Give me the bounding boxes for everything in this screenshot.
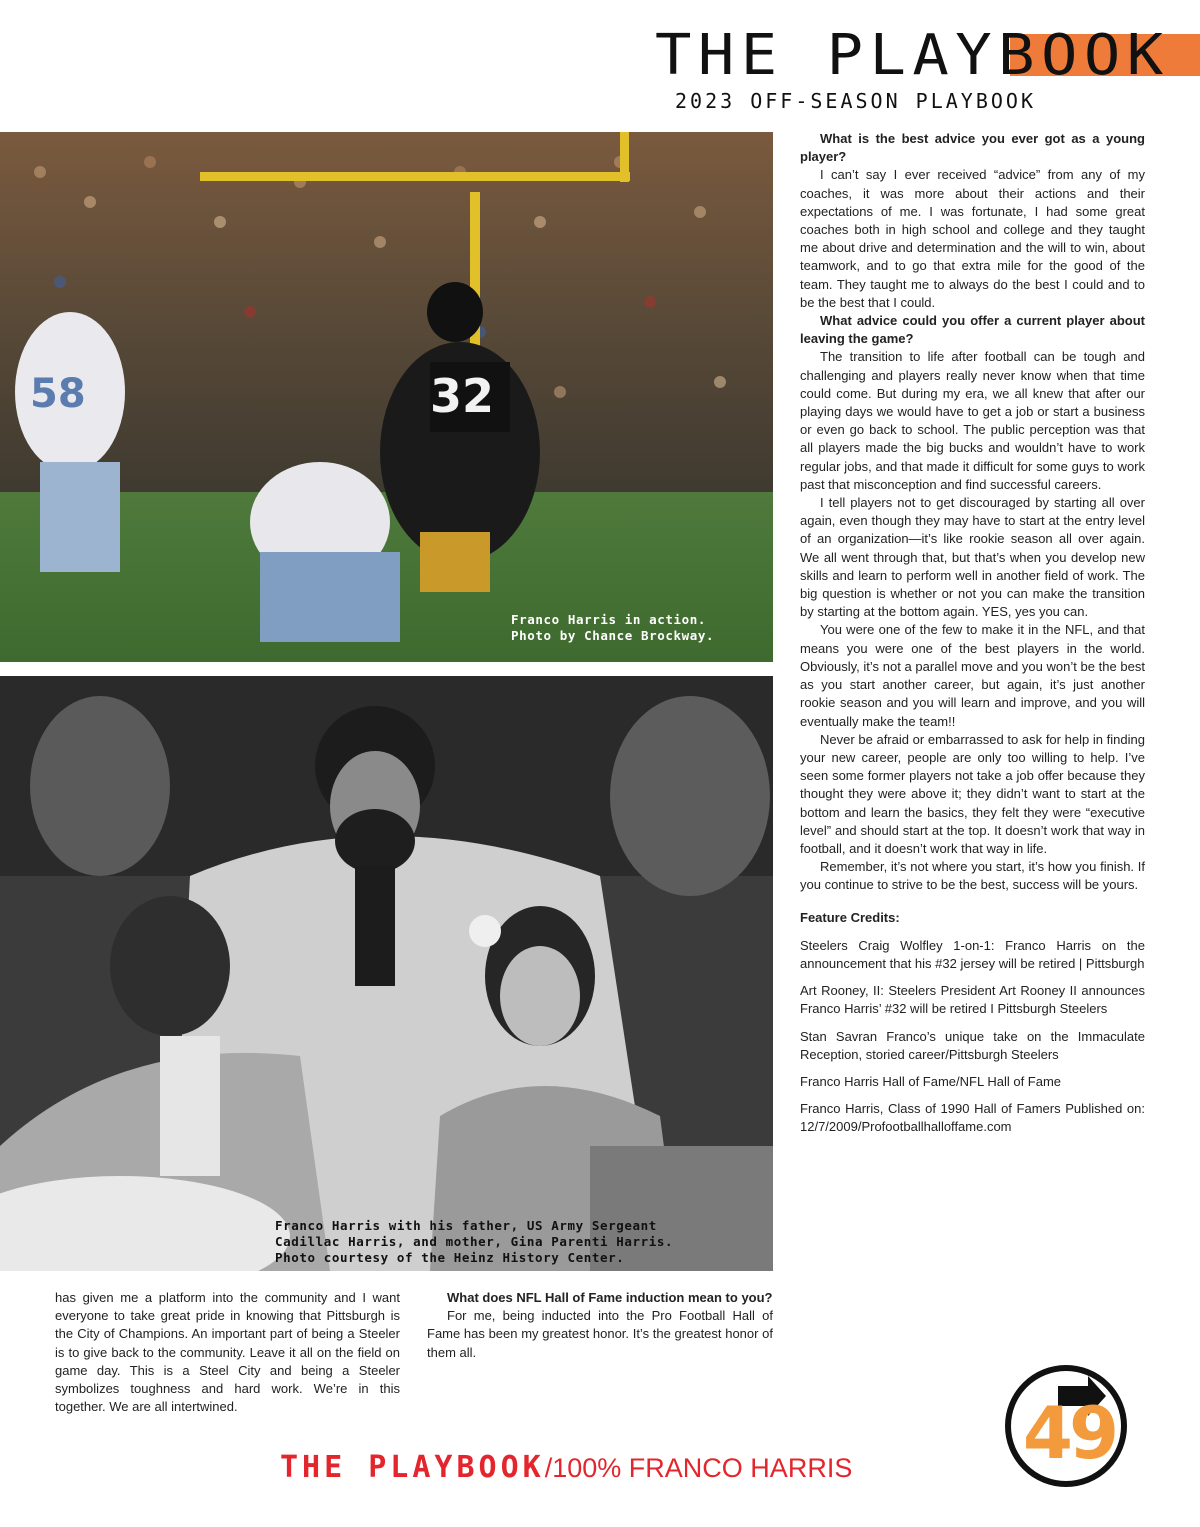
action-photo-caption — [511, 612, 771, 644]
credit-item: Stan Savran Franco’s unique take on the Immaculate Reception, storied career/Pittsburgh Steelers — [800, 1028, 1145, 1062]
answer-leaving-game-p3: You were one of the few to make it in the NFL, and that means you were one of the best players in the world. Obviously, it’s not a parallel move and you won’t be the best as you start another career, but again, it’s just another rookie season and you will learn and improve, and you will eventually make the team!! — [800, 622, 1145, 729]
answer-leaving-game-p5: Remember, it’s not where you start, it’s how you finish. If you continue to strive to be the best, success will be yours. — [800, 859, 1145, 893]
credit-item: Steelers Craig Wolfley 1-on-1: Franco Harris on the announcement that his #32 jersey will be retired | Pittsburgh — [800, 937, 1145, 971]
bottom-left-column — [55, 1289, 400, 1416]
action-caption-line-1: Franco Harris in action. — [511, 612, 707, 627]
answer-leaving-game-p2: I tell players not to get discouraged by starting all over again, even though they may have to start at the entry level of an organization—it’s like rookie season all over again. We all went through that, but that’s when you develop new skills and learn to perform well in another field of work. The big question is whether or not you can make the transition by starting at the bottom again. YES, yes you can. — [800, 495, 1145, 620]
footer-subject: /100% FRANCO HARRIS — [544, 1453, 853, 1483]
svg-text:32: 32 — [430, 369, 495, 423]
family-caption-line-1: Franco Harris with his father, US Army Sergeant — [275, 1218, 657, 1233]
credit-item: Franco Harris Hall of Fame/NFL Hall of Fame — [800, 1073, 1062, 1089]
family-caption-line-2: Cadillac Harris, and mother, Gina Parenti Harris. — [275, 1234, 674, 1249]
credit-item: Franco Harris, Class of 1990 Hall of Famers Published on: 12/7/2009/Profootballhalloffame.com — [800, 1101, 1145, 1135]
family-caption-line-3: Photo courtesy of the Heinz History Center. — [275, 1250, 625, 1265]
credit-item: Art Rooney, II: Steelers President Art Rooney II announces Franco Harris’ #32 will be retired I Pittsburgh Steelers — [800, 983, 1145, 1017]
page-number: 49 — [1022, 1391, 1116, 1475]
bottom-left-text: has given me a platform into the community and I want everyone to take great pride in knowing that Pittsburgh is the City of Champions. An important part of being a Steeler is to give back to the community. Leave it all on the field on game day. This is a Steel City and being a Steeler symbolizes toughness and hard work. We’re in this together. We are all intertwined. — [55, 1290, 400, 1415]
page-number-badge — [1002, 1360, 1134, 1492]
family-photo-caption — [275, 1218, 695, 1266]
answer-best-advice: I can’t say I ever received “advice” from any of my coaches, it was more about their actions and their expectations of me. I was fortunate, I had some great coaches both in high school and college and they taught me about drive and determination and the will to win, about teamwork, and to go that extra mile for the good of the team. They taught me to always do the best I could and to be the best that I could. — [800, 167, 1145, 310]
feature-credits — [800, 909, 1145, 1137]
family-photo-illustration — [0, 676, 773, 1271]
answer-leaving-game-p4: Never be afraid or embarrassed to ask for help in finding your new career, people are only too willing to help. I’ve seen some former players not take a job offer because they thought they were above it; they didn’t want to start at the bottom and learn the basics, they felt they were “executive level” and should start at the top. It doesn’t work that way in football, and it doesn’t work that way in life. — [800, 731, 1145, 856]
feature-credits-heading: Feature Credits: — [800, 909, 900, 925]
action-caption-line-2: Photo by Chance Brockway. — [511, 628, 715, 643]
family-photo — [0, 676, 773, 1271]
question-leaving-game: What advice could you offer a current player about leaving the game? — [800, 313, 1145, 347]
masthead-subtitle: 2023 OFF-SEASON PLAYBOOK — [675, 89, 1036, 113]
question-hall-of-fame: What does NFL Hall of Fame induction mean to you? — [447, 1290, 773, 1305]
question-best-advice: What is the best advice you ever got as a young player? — [800, 131, 1145, 165]
footer — [280, 1448, 980, 1488]
right-column-article — [800, 130, 1145, 1146]
answer-hall-of-fame: For me, being inducted into the Pro Football Hall of Fame has been my greatest honor. It’s the greatest honor of them all. — [427, 1308, 773, 1360]
action-photo-illustration — [0, 132, 773, 662]
masthead-title: THE PLAYBOOK — [655, 23, 1170, 88]
answer-leaving-game-p1: The transition to life after football can be tough and challenging and players really never know when that time could come. But during my era, we all knew that after our playing days we would have to get a job or start a business or even go back to school. The public perception was that all players made the big bucks and wouldn’t have to work regular jobs, and that made it difficult for some guys to work past that misconception and find successful careers. — [800, 349, 1145, 492]
footer-brand: THE PLAYBOOK — [280, 1450, 545, 1485]
action-photo — [0, 132, 773, 662]
bottom-middle-column — [427, 1289, 773, 1362]
svg-text:58: 58 — [30, 371, 86, 417]
